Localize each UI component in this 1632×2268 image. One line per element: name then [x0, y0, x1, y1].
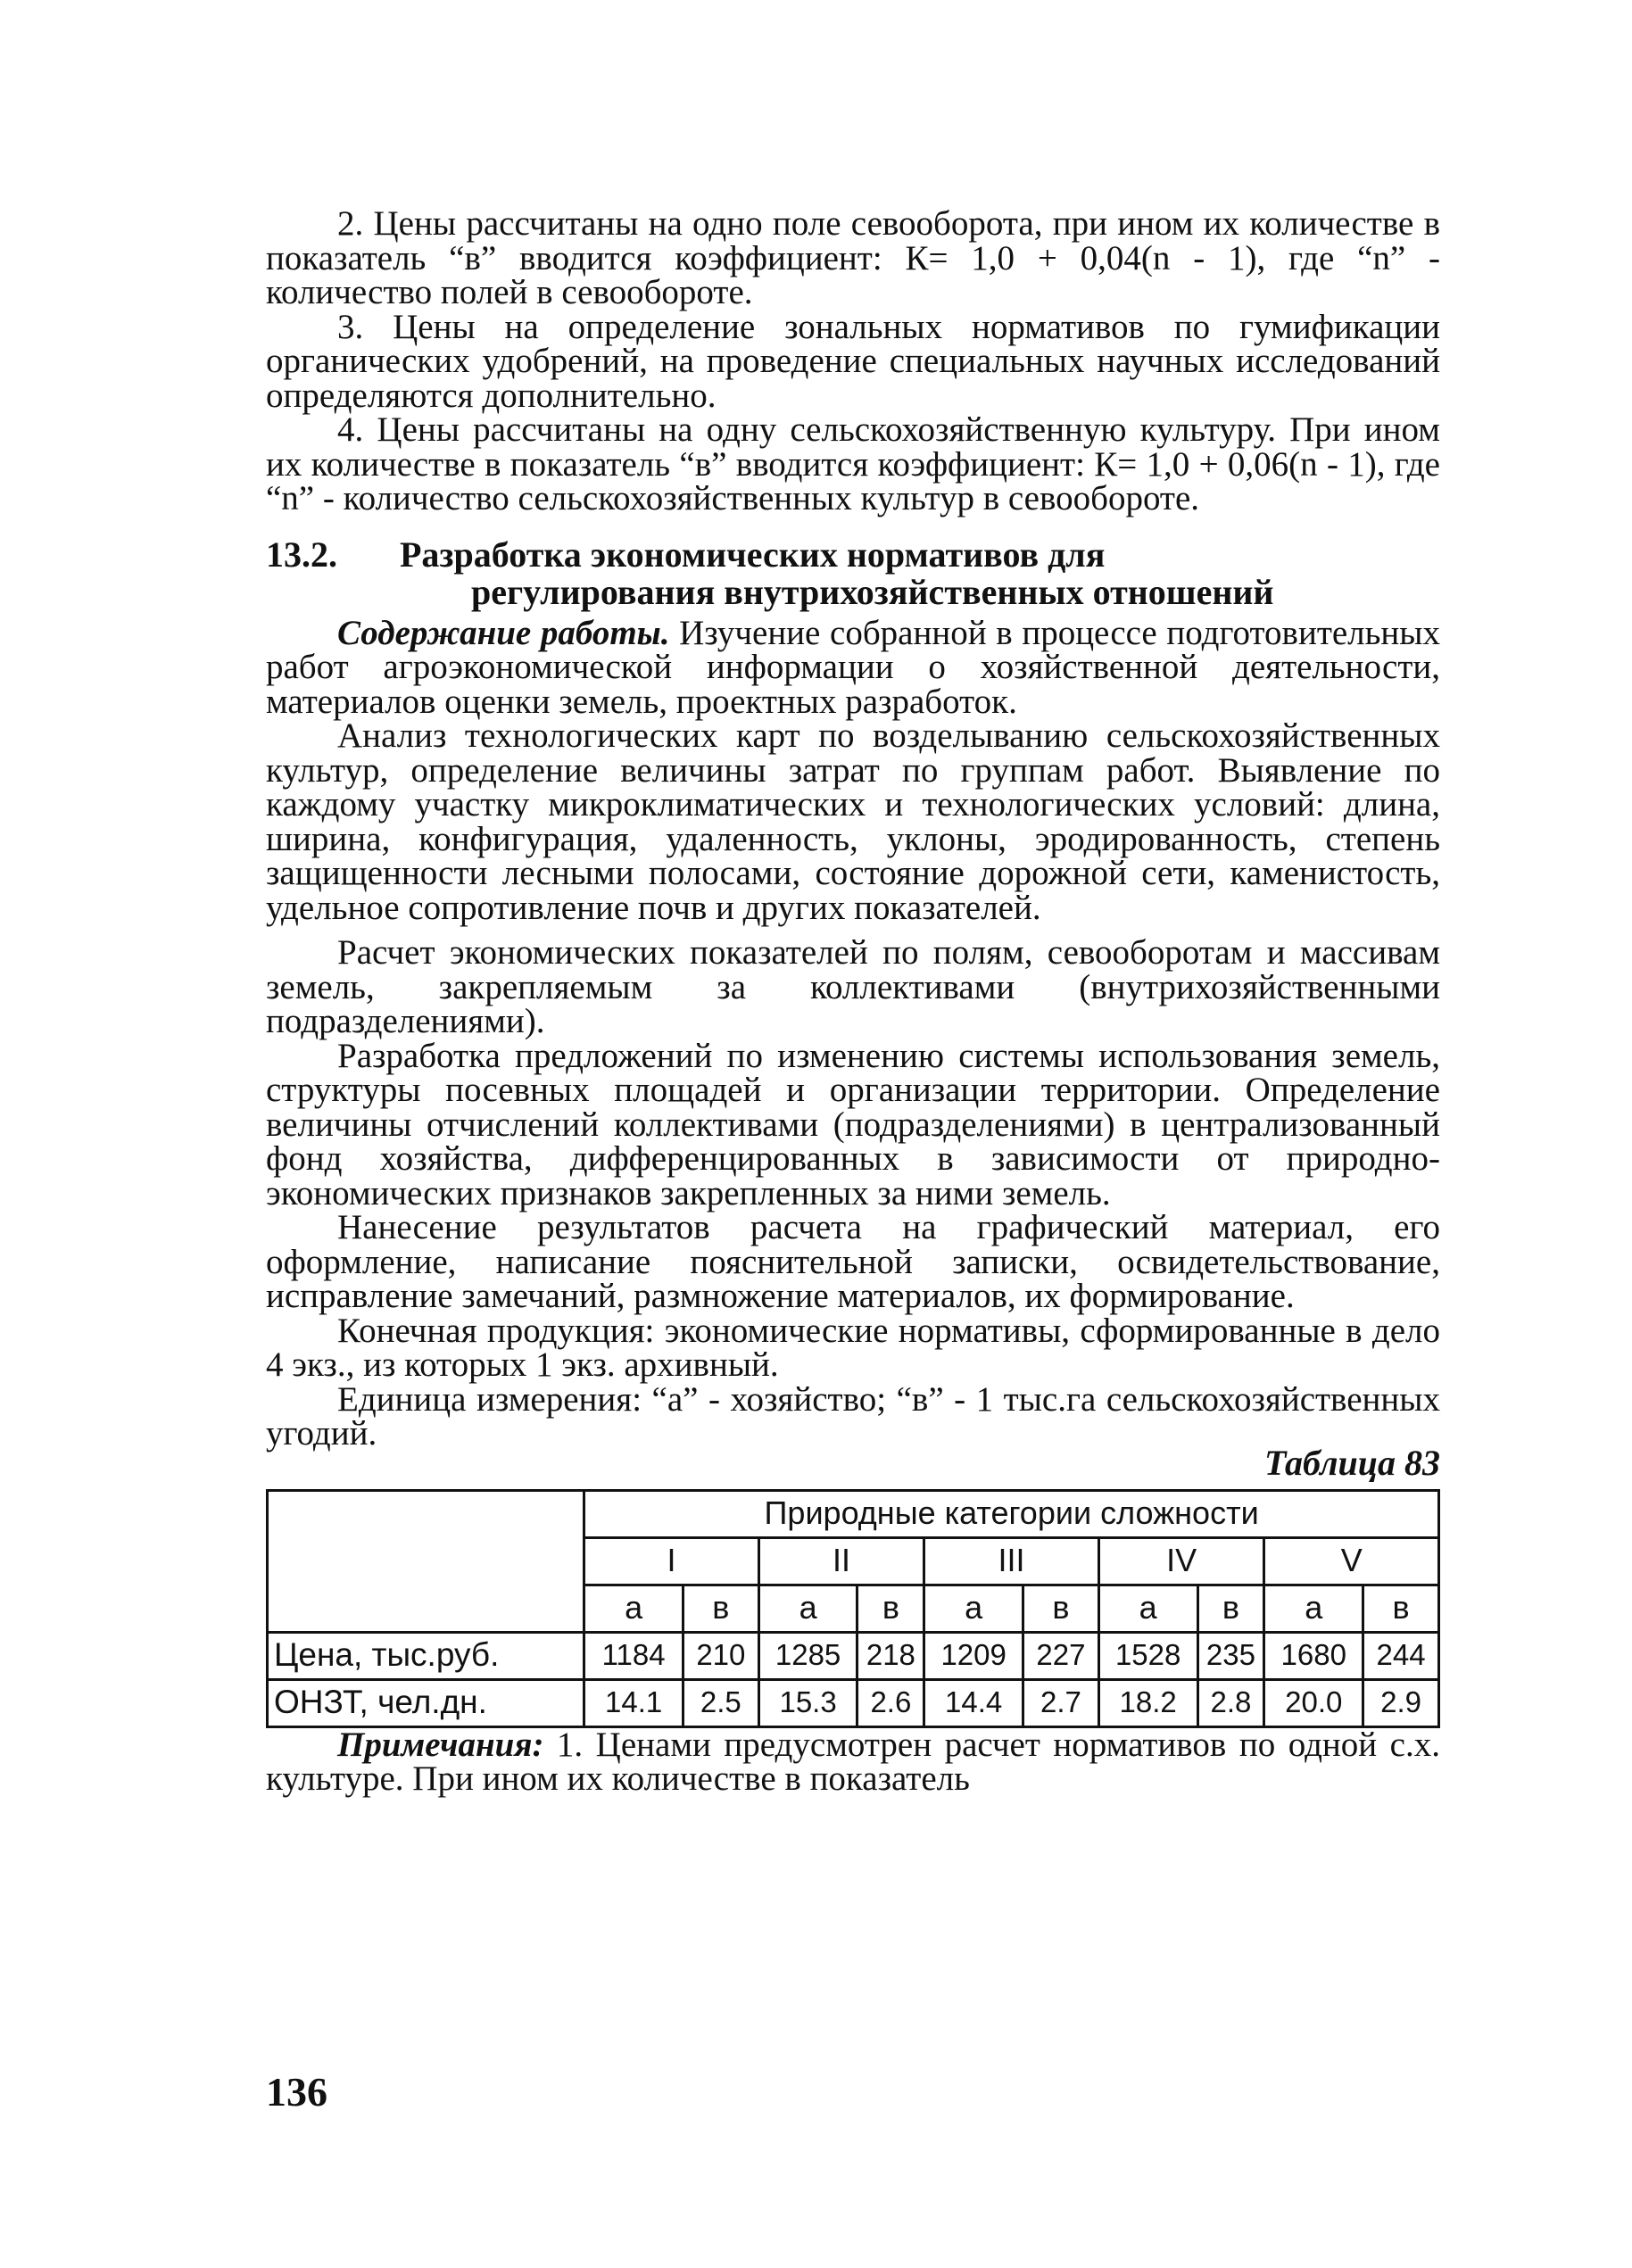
proposals-paragraph: Разработка предложений по изменению системы использования земель, структуры посевных площадей и организации территории. Определение величины отчислений коллективами (подразделениями) в централизованный фонд хозяйства, дифференцированных в зависимости от природно-экономических признаков закрепленных за ними земель.	[266, 1036, 1440, 1213]
subheader-cell: в	[857, 1585, 924, 1632]
category-header: III	[924, 1537, 1099, 1585]
category-header: V	[1264, 1537, 1439, 1585]
row-label: ОНЗТ, чел.дн.	[268, 1679, 584, 1726]
notes-paragraph	[266, 1725, 1440, 1798]
table-cell: 14.1	[584, 1679, 683, 1726]
table-main-header: Природные категории сложности	[584, 1490, 1439, 1537]
category-header: IV	[1098, 1537, 1264, 1585]
table-cell: 14.4	[924, 1679, 1023, 1726]
final-product-paragraph: Конечная продукция: экономические нормативы, сформированные в дело 4 экз., из которых 1 экз. архивный.	[266, 1311, 1440, 1384]
subheader-cell: а	[1264, 1585, 1363, 1632]
note-2-paragraph: 2. Цены рассчитаны на одно поле севооборота, при ином их количестве в показатель “в” вводится коэффициент: К= 1,0 + 0,04(n - 1), где “n” - количество полей в севообороте.	[266, 204, 1440, 311]
text-block	[266, 204, 1440, 1798]
notes-text: 1. Ценами предусмотрен расчет нормативов по одной с.х. культуре. При ином их количестве в показатель	[266, 1725, 1440, 1798]
section-title-line1: Разработка экономических нормативов для	[400, 534, 1106, 575]
note-4-paragraph: 4. Цены рассчитаны на одну сельскохозяйственную культуру. При ином их количестве в показатель “в” вводится коэффициент: К= 1,0 + 0,06(n - 1), где “n” - количество сельскохозяйственных культур в севообороте.	[266, 410, 1440, 517]
table-cell: 1285	[758, 1632, 857, 1679]
table-corner-cell	[268, 1490, 584, 1632]
table-cell: 20.0	[1264, 1679, 1363, 1726]
table-cell: 218	[857, 1632, 924, 1679]
calculation-paragraph: Расчет экономических показателей по полям, севооборотам и массивам земель, закрепляемым за коллективами (внутрихозяйственными подразделениями).	[266, 933, 1440, 1040]
analysis-paragraph: Анализ технологических карт по возделыванию сельскохозяйственных культур, определение величины затрат по группам работ. Выявление по каждому участку микроклиматических и технологических условий: длина, ширина, конфигурация, удаленность, уклоны, эродированность, степень защищенности лесными полосами, состояние дорожной сети, каменистость, удельное сопротивление почв и других показателей.	[266, 716, 1440, 927]
table-cell: 15.3	[758, 1679, 857, 1726]
subheader-cell: в	[683, 1585, 758, 1632]
page-number: 136	[266, 2069, 327, 2115]
section-heading	[266, 536, 1440, 611]
table-cell: 1528	[1098, 1632, 1197, 1679]
subheader-cell: а	[758, 1585, 857, 1632]
content-text: Изучение собранной в процессе подготовительных работ агроэкономической информации о хозяйственной деятельности, материалов оценки земель, проектных разработок.	[266, 613, 1440, 721]
table-caption: Таблица 83	[1264, 1442, 1440, 1483]
table-row	[268, 1679, 1439, 1726]
unit-paragraph: Единица измерения: “а” - хозяйство; “в” - 1 тыс.га сельскохозяйственных угодий.	[266, 1379, 1440, 1453]
content-paragraph	[266, 613, 1440, 721]
table-cell: 227	[1023, 1632, 1099, 1679]
content-label: Содержание работы.	[337, 613, 670, 652]
row-label: Цена, тыс.руб.	[268, 1632, 584, 1679]
table-cell: 1209	[924, 1632, 1023, 1679]
table-cell: 18.2	[1098, 1679, 1197, 1726]
table-cell: 2.7	[1023, 1679, 1099, 1726]
table-cell: 210	[683, 1632, 758, 1679]
table-row	[268, 1632, 1439, 1679]
section-number: 13.2.	[266, 534, 337, 575]
table-cell: 2.5	[683, 1679, 758, 1726]
table-cell: 1184	[584, 1632, 683, 1679]
notes-label: Примечания:	[337, 1725, 544, 1764]
graphics-paragraph: Нанесение результатов расчета на графический материал, его оформление, написание пояснительной записки, освидетельствование, исправление замечаний, размножение материалов, их формирование.	[266, 1208, 1440, 1315]
table-cell: 244	[1363, 1632, 1439, 1679]
table-cell: 2.9	[1363, 1679, 1439, 1726]
subheader-cell: а	[924, 1585, 1023, 1632]
note-3-paragraph: 3. Цены на определение зональных нормативов по гумификации органических удобрений, на проведение специальных научных исследований определяются дополнительно.	[266, 307, 1440, 415]
subheader-cell: в	[1363, 1585, 1439, 1632]
subheader-cell: в	[1023, 1585, 1099, 1632]
table-cell: 2.8	[1197, 1679, 1264, 1726]
section-title-line2: регулирования внутрихозяйственных отношений	[471, 571, 1274, 612]
category-header: I	[584, 1537, 758, 1585]
subheader-cell: в	[1197, 1585, 1264, 1632]
table-cell: 235	[1197, 1632, 1264, 1679]
subheader-cell: а	[1098, 1585, 1197, 1632]
complexity-table	[266, 1489, 1440, 1728]
category-header: II	[758, 1537, 924, 1585]
subheader-cell: а	[584, 1585, 683, 1632]
table-cell: 1680	[1264, 1632, 1363, 1679]
table-cell: 2.6	[857, 1679, 924, 1726]
